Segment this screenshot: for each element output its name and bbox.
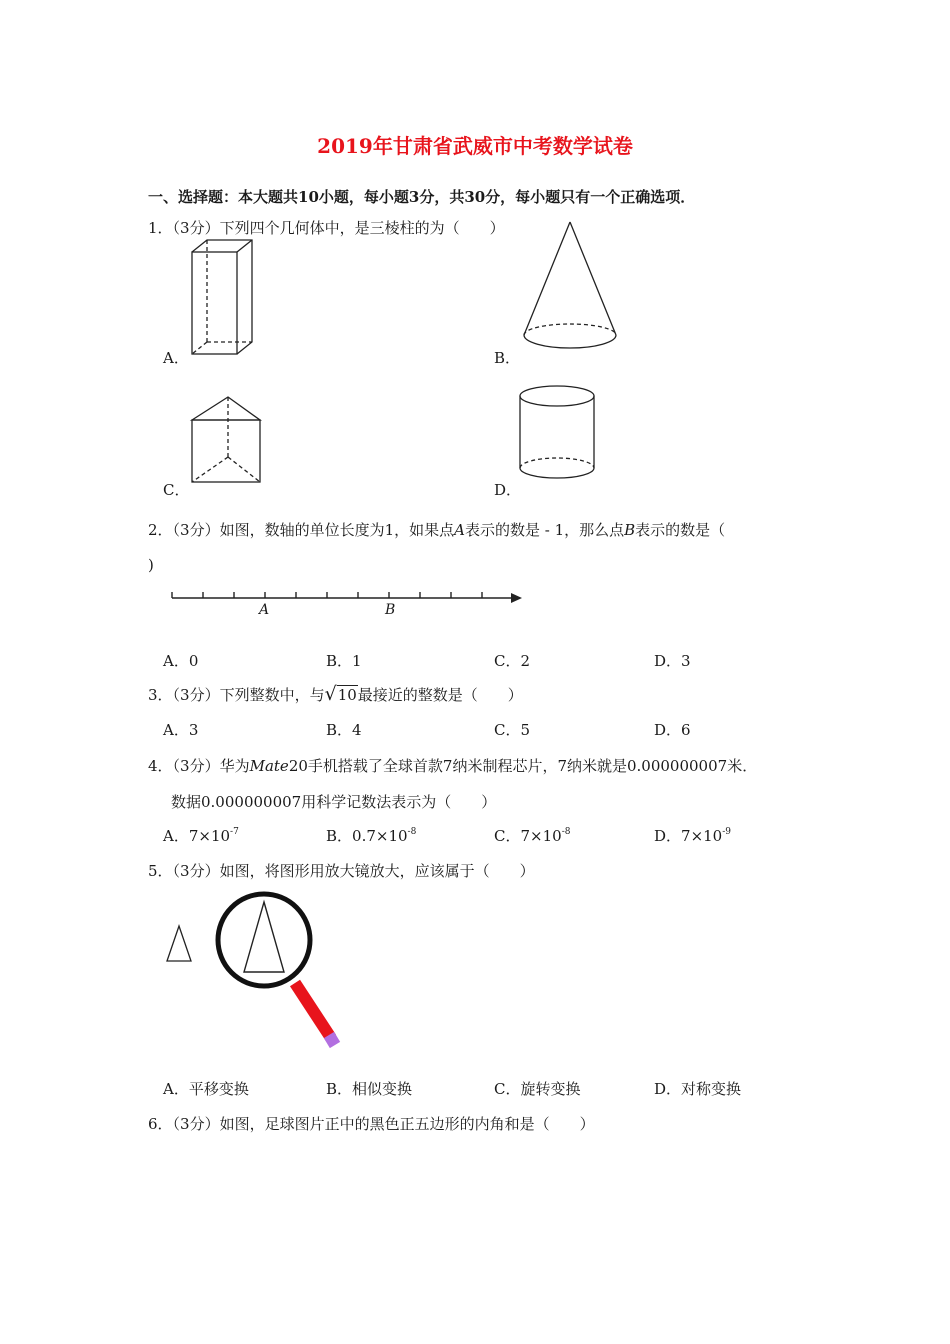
figure-triangular-prism — [190, 395, 262, 485]
page-title: 2019年甘肃省武威市中考数学试卷 — [317, 134, 633, 158]
q2-option-d: D．3 — [654, 652, 691, 670]
q4-option-a: A．$7\times 10^{-7}$ — [163, 827, 239, 845]
q2-option-a: A．0 — [163, 652, 199, 670]
question-6-stem: 6．（3分）如图，足球图片正中的黑色正五边形的内角和是（ ） — [148, 1115, 595, 1133]
q4-option-c: C．$7\times 10^{-8}$ — [494, 827, 571, 845]
question-3-stem: 3．（3分）下列整数中，与√10最接近的整数是（ ） — [148, 683, 523, 705]
q5-option-c: C．旋转变换 — [494, 1080, 581, 1098]
figure-magnifier — [212, 890, 347, 1055]
q5-option-d: D．对称变换 — [654, 1080, 742, 1098]
question-2-stem: 2．（3分）如图，数轴的单位长度为1，如果点A表示的数是 - 1，那么点B表示的数是（ — [148, 521, 726, 539]
question-4-stem: 4．（3分）华为Mate20手机搭载了全球首款7纳米制程芯片，7纳米就是0.000000007米． — [148, 757, 758, 775]
q5-option-b: B．相似变换 — [326, 1080, 413, 1098]
q1-option-b: B． — [494, 349, 521, 367]
q1-option-c: C． — [163, 481, 190, 499]
question-5-stem: 5．（3分）如图，将图形用放大镜放大，应该属于（ ） — [148, 862, 535, 880]
q3-option-b: B．4 — [326, 721, 362, 739]
number-line — [170, 588, 530, 618]
question-4-stem-line2: 数据0.000000007用科学记数法表示为（ ） — [171, 793, 497, 811]
section-heading: 一、选择题：本大题共10小题，每小题3分，共30分，每小题只有一个正确选项． — [148, 188, 696, 206]
q3-option-c: C．5 — [494, 721, 531, 739]
q4-option-b: B．$0.7\times 10^{-8}$ — [326, 827, 417, 845]
figure-cylinder — [517, 384, 597, 484]
figure-cone — [520, 220, 620, 352]
question-1-stem: 1．（3分）下列四个几何体中，是三棱柱的为（ ） — [148, 219, 505, 237]
q1-option-d: D． — [494, 481, 522, 499]
q4-option-d: D．$7\times 10^{-9}$ — [654, 827, 732, 845]
q5-option-a: A．平移变换 — [163, 1080, 249, 1098]
axis-label-a: A — [259, 602, 270, 618]
q2-option-b: B．1 — [326, 652, 362, 670]
q3-option-a: A．3 — [163, 721, 199, 739]
question-2-stem-cont: ) — [148, 556, 154, 574]
q2-option-c: C．2 — [494, 652, 531, 670]
q3-option-d: D．6 — [654, 721, 691, 739]
figure-rectangular-prism — [190, 238, 255, 358]
q1-option-a: A． — [163, 349, 189, 367]
axis-label-b: B — [385, 602, 396, 618]
figure-small-triangle — [165, 924, 195, 964]
sqrt-symbol: √ — [324, 683, 337, 705]
